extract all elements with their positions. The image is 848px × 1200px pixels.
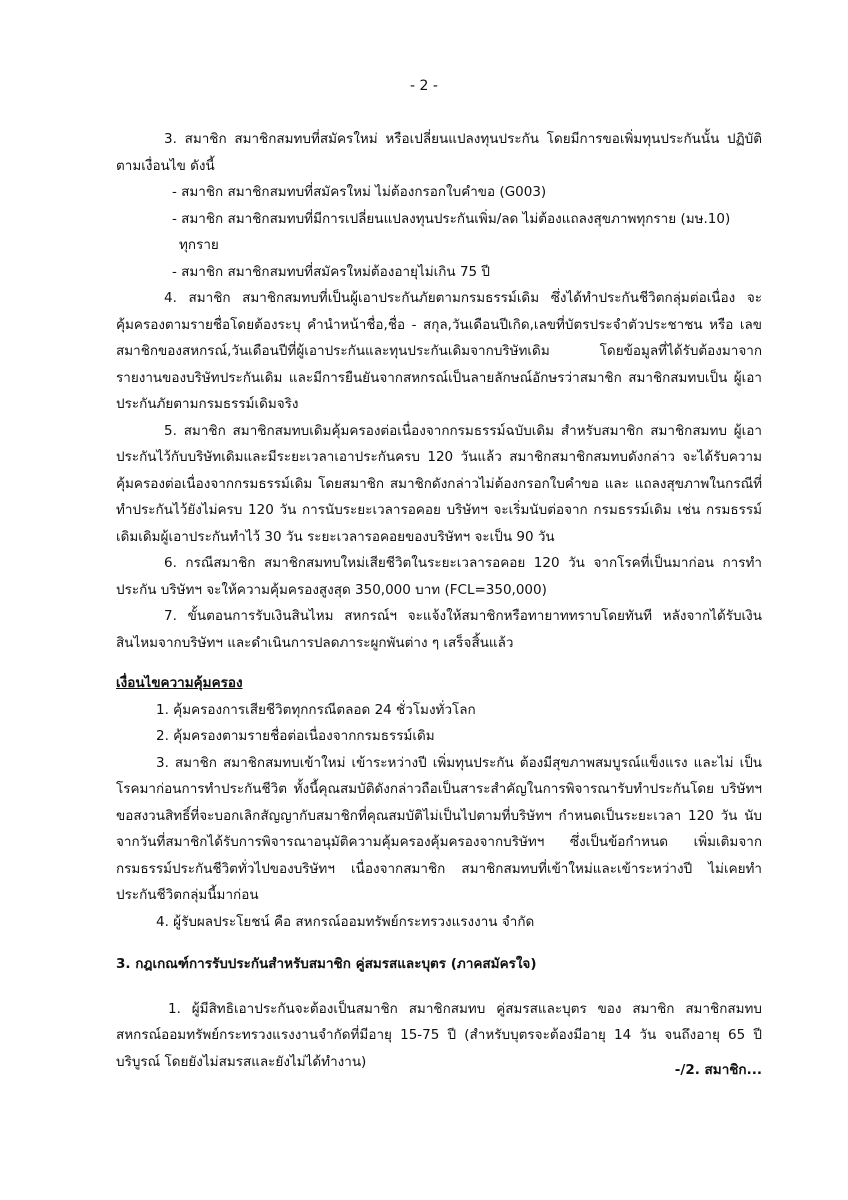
section-3-title: 3. กฎเกณฑ์การรับประกันสำหรับสมาชิก คู่สมรสและบุตร (ภาคสมัครใจ) (116, 956, 537, 972)
coverage-item-4: 4. ผู้รับผลประโยชน์ คือ สหกรณ์ออมทรัพย์กระทรวงแรงงาน จำกัด (156, 913, 535, 930)
coverage-heading: เงื่อนไขความคุ้มครอง (116, 675, 243, 691)
coverage-item-3: 3. สมาชิก สมาชิกสมทบเข้าใหม่ เข้าระหว่างปี เพิ่มทุนประกัน ต้องมีสุขภาพสมบูรณ์แข็งแรง และไม่ เป็นโรคมาก่อนการทำประกันชีวิต ทั้งนี้คุณสมบัติดังกล่าวถือเป็นสาระสำคัญในการพิจารณารับทำประกันโดย บริษัทฯ ขอสงวนสิทธิ์ที่จะบอกเลิกสัญญากับสมาชิกที่คุณสมบัติไม่เป็นไปตามที่บริษัทฯ กำหนดเป็นระยะเวลา 120 วัน นับจากวันที่สมาชิกได้รับการพิจารณาอนุมัติความคุ้มครองคุ้มครองจากบริษัทฯ ซึ่งเป็นข้อกำหนด เพิ่มเติมจากกรมธรรม์ประกันชีวิตทั่วไปของบริษัทฯ เนื่องจากสมาชิก สมาชิกสมทบที่เข้าใหม่และเข้าระหว่างปี ไม่เคยทำประกันชีวิตกลุ่มนี้มาก่อน (116, 754, 762, 903)
item-5-paragraph: 5. สมาชิก สมาชิกสมทบเดิมคุ้มครองต่อเนื่องจากกรมธรรม์ฉบับเดิม สำหรับสมาชิก สมาชิกสมทบ ผู้เอาประกันไว้กับบริษัทเดิมและมีระยะเวลาเอาประกันครบ 120 วันแล้ว สมาชิกสมาชิกสมทบดังกล่าว จะได้รับความคุ้มครองต่อเนื่องจากกรมธรรม์เดิม โดยสมาชิก สมาชิกดังกล่าวไม่ต้องกรอกใบคำขอ และ แถลงสุขภาพในกรณีที่ทำประกันไว้ยังไม่ครบ 120 วัน การนับระยะเวลารอคอย บริษัทฯ จะเริ่มนับต่อจาก กรมธรรม์เดิม เช่น กรมธรรม์เดิมเดิมผู้เอาประกันทำไว้ 30 วัน ระยะเวลารอคอยของบริษัทฯ จะเป็น 90 วัน (116, 422, 762, 545)
item-3-bullet-2-continuation: ทุกราย (179, 237, 219, 253)
item-3-bullet-1: - สมาชิก สมาชิกสมทบที่สมัครใหม่ ไม่ต้องกรอกใบคำขอ (G003) (172, 184, 547, 200)
continuation-footer: -/2. สมาชิก... (674, 1062, 762, 1078)
item-4-paragraph: 4. สมาชิก สมาชิกสมทบที่เป็นผู้เอาประกันภัยตามกรมธรรม์เดิม ซึ่งได้ทำประกันชีวิตกลุ่มต่อเนื่อง จะคุ้มครองตามรายชื่อโดยต้องระบุ คำนำหน้าชื่อ,ชื่อ - สกุล,วันเดือนปีเกิด,เลขที่บัตรประจำตัวประชาชน หรือ เลขสมาชิกของสหกรณ์,วันเดือนปีที่ผู้เอาประกันและทุนประกันเดิมจากบริษัทเดิม โดยข้อมูลที่ได้รับต้องมาจาก รายงานของบริษัทประกันเดิม และมีการยืนยันจากสหกรณ์เป็นลายลักษณ์อักษรว่าสมาชิก สมาชิกสมทบเป็น ผู้เอาประกันภัยตามกรมธรรม์เดิมจริง (116, 290, 762, 412)
item-3-bullet-2: - สมาชิก สมาชิกสมทบที่มีการเปลี่ยนแปลงทุนประกันเพิ่ม/ลด ไม่ต้องแถลงสุขภาพทุกราย (มษ.10) (172, 210, 731, 227)
coverage-item-2: 2. คุ้มครองตามรายชื่อต่อเนื่องจากกรมธรรม์เดิม (156, 728, 435, 744)
document-body (116, 126, 762, 1075)
item-3-bullet-3: - สมาชิก สมาชิกสมทบที่สมัครใหม่ต้องอายุไม่เกิน 75 ปี (172, 263, 490, 280)
item-3-paragraph: 3. สมาชิก สมาชิกสมทบที่สมัครใหม่ หรือเปลี่ยนแปลงทุนประกัน โดยมีการขอเพิ่มทุนประกันนั้น ปฏิบัติตามเงื่อนไข ดังนี้ (116, 131, 762, 174)
section-3-item-1: 1. ผู้มีสิทธิเอาประกันจะต้องเป็นสมาชิก สมาชิกสมทบ คู่สมรสและบุตร ของ สมาชิก สมาชิกสมทบ สหกรณ์ออมทรัพย์กระทรวงแรงงานจำกัดที่มีอายุ 15-75 ปี (สำหรับบุตรจะต้องมีอายุ 14 วัน จนถึงอายุ 65 ปี บริบูรณ์ โดยยังไม่สมรสและยังไม่ได้ทำงาน) (116, 1000, 762, 1070)
coverage-item-1: 1. คุ้มครองการเสียชีวิตทุกกรณีตลอด 24 ชั่วโมงทั่วโลก (156, 701, 476, 718)
page-number: - 2 - (410, 78, 438, 94)
item-6-paragraph: 6. กรณีสมาชิก สมาชิกสมทบใหม่เสียชีวิตในระยะเวลารอคอย 120 วัน จากโรคที่เป็นมาก่อน การทำประกัน บริษัทฯ จะให้ความคุ้มครองสูงสุด 350,000 บาท (FCL=350,000) (116, 555, 762, 598)
item-7-paragraph: 7. ขั้นตอนการรับเงินสินไหม สหกรณ์ฯ จะแจ้งให้สมาชิกหรือทายาททราบโดยทันที หลังจากได้รับเงิน สินไหมจากบริษัทฯ และดำเนินการปลดภาระผูกพันต่าง ๆ เสร็จสิ้นแล้ว (116, 608, 762, 651)
